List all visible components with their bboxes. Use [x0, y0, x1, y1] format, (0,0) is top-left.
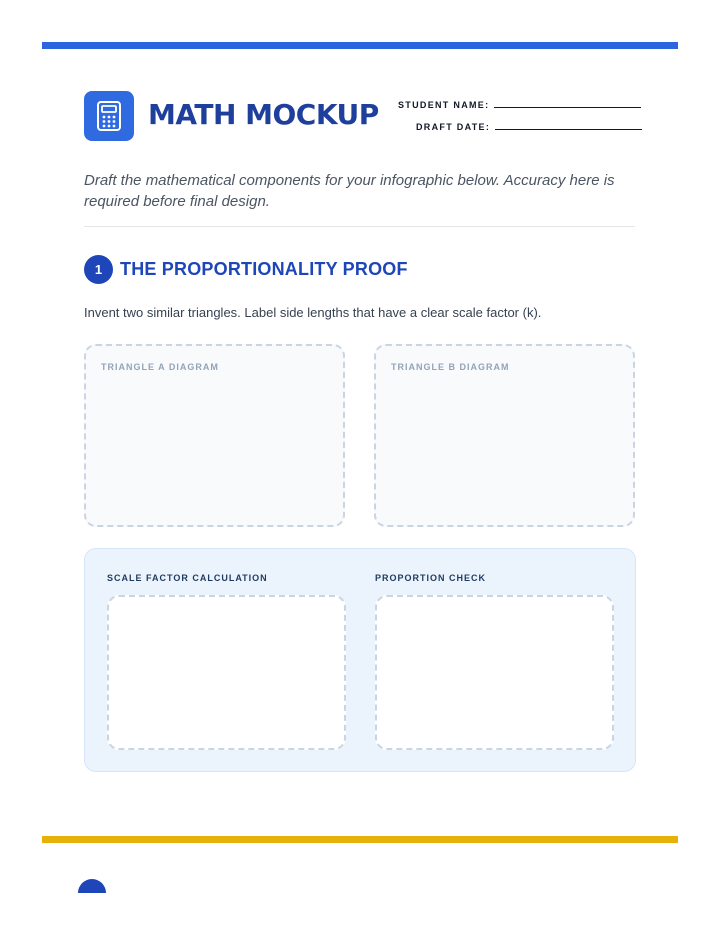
draft-date-field[interactable]: [416, 122, 642, 132]
triangle-a-label: TRIANGLE A DIAGRAM: [101, 362, 219, 372]
page-corner-tab: [78, 879, 106, 893]
proportion-check-label: PROPORTION CHECK: [375, 573, 487, 583]
step-number-badge: 1: [84, 255, 113, 284]
student-name-label: STUDENT NAME:: [398, 100, 490, 110]
triangle-a-diagram-area[interactable]: [84, 344, 345, 527]
scale-factor-input-area[interactable]: [107, 595, 346, 750]
triangle-b-label: TRIANGLE B DIAGRAM: [391, 362, 510, 372]
draft-date-label: DRAFT DATE:: [416, 122, 491, 132]
triangle-b-diagram-area[interactable]: [374, 344, 635, 527]
proportion-check-input-area[interactable]: [375, 595, 614, 750]
bottom-accent-bar: [42, 836, 678, 843]
calculator-icon: [84, 91, 134, 141]
section-title: THE PROPORTIONALITY PROOF: [120, 259, 408, 279]
page-title: MATH MOCKUP: [148, 98, 379, 131]
top-accent-bar: [42, 42, 678, 49]
student-name-field[interactable]: [398, 100, 641, 110]
divider: [84, 226, 635, 227]
section-instruction: Invent two similar triangles. Label side lengths that have a clear scale factor (k).: [84, 305, 542, 320]
calculation-panel: [84, 548, 636, 772]
draft-date-line[interactable]: [495, 129, 642, 130]
scale-factor-label: SCALE FACTOR CALCULATION: [107, 573, 268, 583]
student-name-line[interactable]: [494, 107, 641, 108]
intro-text: Draft the mathematical components for your infographic below. Accuracy here is required before final design.: [84, 172, 615, 210]
